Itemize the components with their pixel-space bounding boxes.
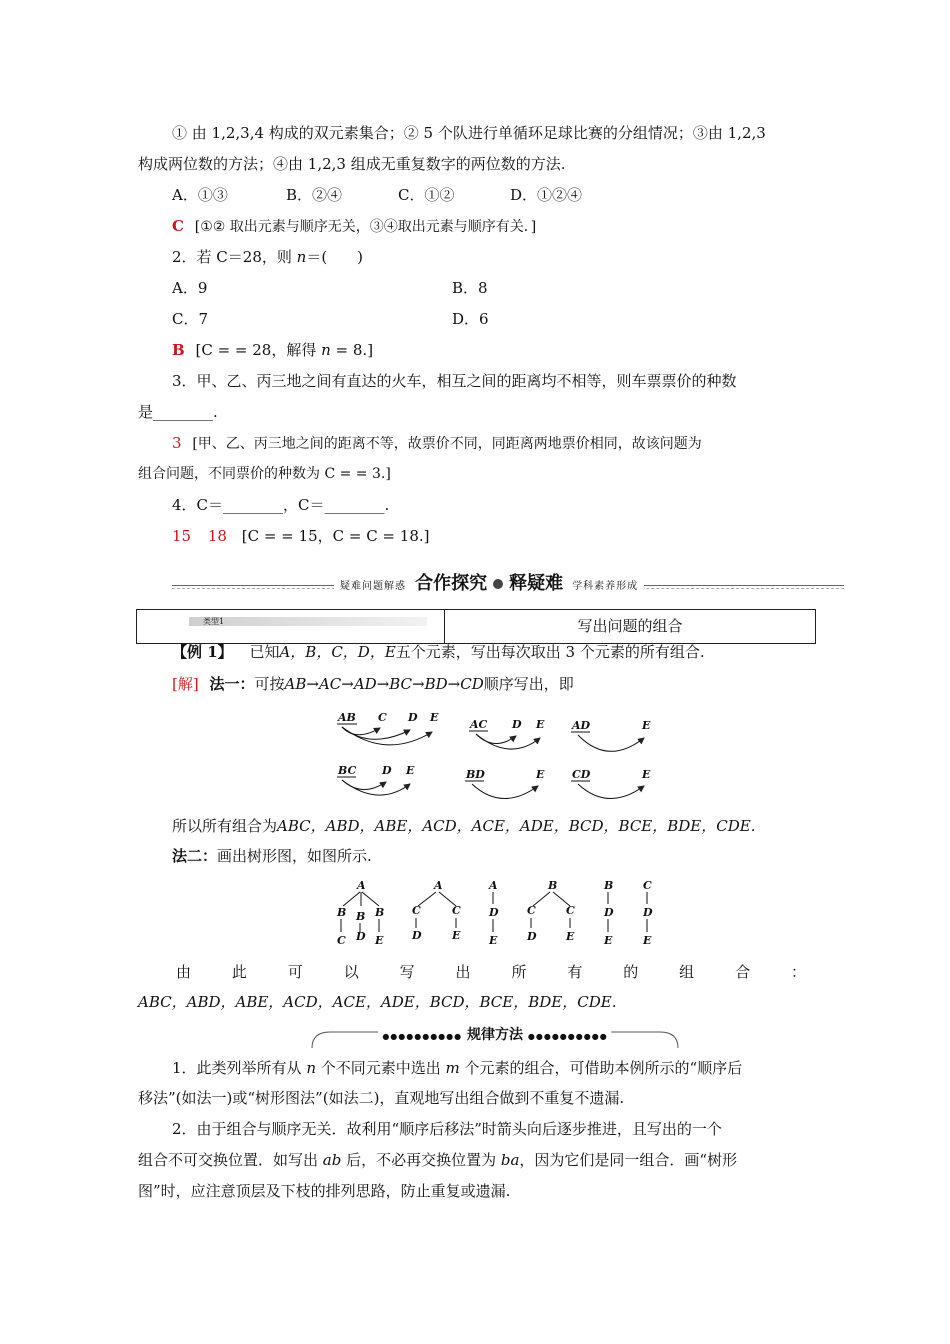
q4-answer-1: 15 xyxy=(172,527,192,545)
q3-line2: 是________. xyxy=(138,403,218,421)
tree5-d: D xyxy=(604,906,614,919)
tree2-c1: C xyxy=(412,904,421,917)
arrow-head-bd: BD xyxy=(466,768,485,781)
separator-dot-icon xyxy=(493,579,503,589)
rules-title: 规律方法 xyxy=(467,1027,523,1043)
arrow-tail-ac-e: E xyxy=(536,718,545,731)
q1-option-b: B．②④ xyxy=(286,186,343,204)
rules-p1-line2: 移法”(如法一)或“树形图法”(如法二)，直观地写出组合做到不重复不遗漏. xyxy=(138,1089,625,1107)
q2-option-c: C．7 xyxy=(172,310,209,328)
q2-option-a: A．9 xyxy=(172,279,208,297)
example-stem: 【例 1】 已知A，B，C，D，E五个元素，写出每次取出 3 个元素的所有组合. xyxy=(172,643,705,661)
arrow-head-cd: CD xyxy=(572,768,591,781)
q2-option-d: D．6 xyxy=(452,310,489,328)
solution-spread-line: 由 此 可 以 写 出 所 有 的 组 合 ： xyxy=(176,963,806,981)
q1-option-a: A．①③ xyxy=(172,186,228,204)
q4-explain: [C = = 15，C = C = 18.] xyxy=(241,527,430,545)
q3-answer: 3 xyxy=(172,434,182,452)
q3-answer-line xyxy=(172,432,702,455)
solution-method2: 法二：画出树形图，如图所示. xyxy=(172,847,372,865)
arrow-tail-cd-e: E xyxy=(642,768,651,781)
arrow-head-ac: AC xyxy=(470,718,488,731)
arrow-diagram xyxy=(330,704,670,804)
arrow-cd-e xyxy=(578,784,644,799)
tree1-b1: B xyxy=(337,906,347,919)
tree2-l2: E xyxy=(452,929,461,942)
tree5-root: B xyxy=(604,879,614,892)
solution-result1: 所以所有组合为ABC，ABD，ABE，ACD，ACE，ADE，BCD，BCE，BDE，CDE. xyxy=(172,817,756,835)
rules-p2-line3: 图”时，应注意顶层及下枝的排列思路，防止重复或遗漏. xyxy=(138,1182,511,1200)
tree6-d: D xyxy=(643,906,653,919)
q3-explain1: [甲、乙、丙三地之间的距离不等，故票价不同，同距离两地票价相同，故该问题为 xyxy=(192,436,702,452)
arrow-tail-bc-d: D xyxy=(382,764,392,777)
q1-explain: [①② 取出元素与顺序无关，③④取出元素与顺序有关．] xyxy=(194,219,537,235)
q1-answer-line xyxy=(172,215,536,238)
tree5-e: E xyxy=(604,934,613,947)
q1-option-c: C．①② xyxy=(398,186,455,204)
q2-explain: [C = = 28，解得 n = 8.] xyxy=(195,341,374,359)
arrow-head-ab: AB xyxy=(338,711,356,724)
rules-p2-line1: 2．由于组合与顺序无关．故利用“顺序后移法”时箭头向后逐步推进，且写出的一个 xyxy=(172,1120,722,1138)
q1-line2: 构成两位数的方法；④由 1,2,3 组成无重复数字的两位数的方法. xyxy=(138,155,566,173)
q2-answer-line xyxy=(172,339,373,361)
q3-explain2: 组合问题，不同票价的种数为 C = = 3.] xyxy=(138,466,391,482)
rules-p2-line2: 组合不可交换位置．如写出 ab 后，不必再交换位置为 ba，因为它们是同一组合．画“树形 xyxy=(138,1151,738,1169)
tree1-l2: D xyxy=(356,930,366,943)
tree-diagram xyxy=(326,876,666,954)
rules-p1-line1: 1．此类列举所有从 n 个不同元素中选出 m 个元素的组合，可借助本例所示的“顺序后 xyxy=(172,1059,743,1077)
arrow-tail-bd-e: E xyxy=(536,768,545,781)
q2-stem: 2．若 C＝28，则 n＝( ) xyxy=(172,248,364,266)
arrow-ad-e xyxy=(578,735,644,751)
type-header xyxy=(136,609,816,644)
arrow-head-bc: BC xyxy=(338,764,357,777)
tree4-l2: E xyxy=(566,930,575,943)
example-tag: 【例 1】 xyxy=(172,643,233,661)
section-title-1: 合作探究 xyxy=(415,573,488,594)
tree3-root: A xyxy=(489,879,498,892)
tree4-c2: C xyxy=(566,904,575,917)
tree1-b3: B xyxy=(375,906,385,919)
type-title: 写出问题的组合 xyxy=(577,617,683,635)
tree3-e: E xyxy=(489,934,498,947)
section-right-caption: 学科素养形成 xyxy=(572,581,639,592)
section-banner xyxy=(172,569,844,594)
q2-answer: B xyxy=(172,341,185,359)
tree4-l1: D xyxy=(527,930,537,943)
tree1-b2: B xyxy=(356,910,366,923)
q2-option-b: B．8 xyxy=(452,279,488,297)
arrow-tail-ab-c: C xyxy=(378,711,387,724)
tree4-root: B xyxy=(548,879,558,892)
q1-answer: C xyxy=(172,217,184,235)
arrow-tail-ab-d: D xyxy=(408,711,418,724)
tree2-l1: D xyxy=(412,929,422,942)
tree1-l1: C xyxy=(337,934,346,947)
tree4-c1: C xyxy=(527,904,536,917)
tree1-root: A xyxy=(357,879,366,892)
q1-option-d: D．①②④ xyxy=(510,186,583,204)
arrow-tail-ad-e: E xyxy=(642,719,651,732)
q4-stem: 4．C＝________，C＝________. xyxy=(172,496,390,514)
tree3-d: D xyxy=(489,906,499,919)
q3-line1: 3．甲、乙、丙三地之间有直达的火车，相互之间的距离均不相等，则车票票价的种数 xyxy=(172,372,737,390)
rules-heading: ●●●●●●●●●● 规律方法 ●●●●●●●●●● xyxy=(310,1024,680,1050)
arrow-tail-ab-e: E xyxy=(430,711,439,724)
arrow-ab-d xyxy=(342,727,410,739)
type-badge: 类型1 xyxy=(189,617,427,626)
tree2-root: A xyxy=(434,879,443,892)
arrow-ab-e xyxy=(342,727,432,745)
arrow-head-ad: AD xyxy=(572,719,591,732)
arrow-tail-ac-d: D xyxy=(512,718,522,731)
section-title-2: 释疑难 xyxy=(509,573,564,594)
solution-result2: ABC，ABD，ABE，ACD，ACE，ADE，BCD，BCE，BDE，CDE. xyxy=(138,993,617,1011)
q4-answer-line xyxy=(172,525,429,547)
tree2-c2: C xyxy=(452,904,461,917)
solution-method1: [解] 法一：可按AB→AC→AD→BC→BD→CD顺序写出，即 xyxy=(172,675,574,693)
tree1-l3: E xyxy=(375,934,384,947)
tree6-root: C xyxy=(643,879,652,892)
arrow-tail-bc-e: E xyxy=(406,764,415,777)
q4-answer-2: 18 xyxy=(207,527,227,545)
tree6-e: E xyxy=(643,934,652,947)
solution-tag: [解] xyxy=(172,675,199,693)
arrow-bd-e xyxy=(472,784,538,799)
section-left-caption: 疑难问题解惑 xyxy=(340,581,406,592)
q1-line1: ① 由 1,2,3,4 构成的双元素集合；② 5 个队进行单循环足球比赛的分组情况；③由 1,2,3 xyxy=(172,124,766,142)
